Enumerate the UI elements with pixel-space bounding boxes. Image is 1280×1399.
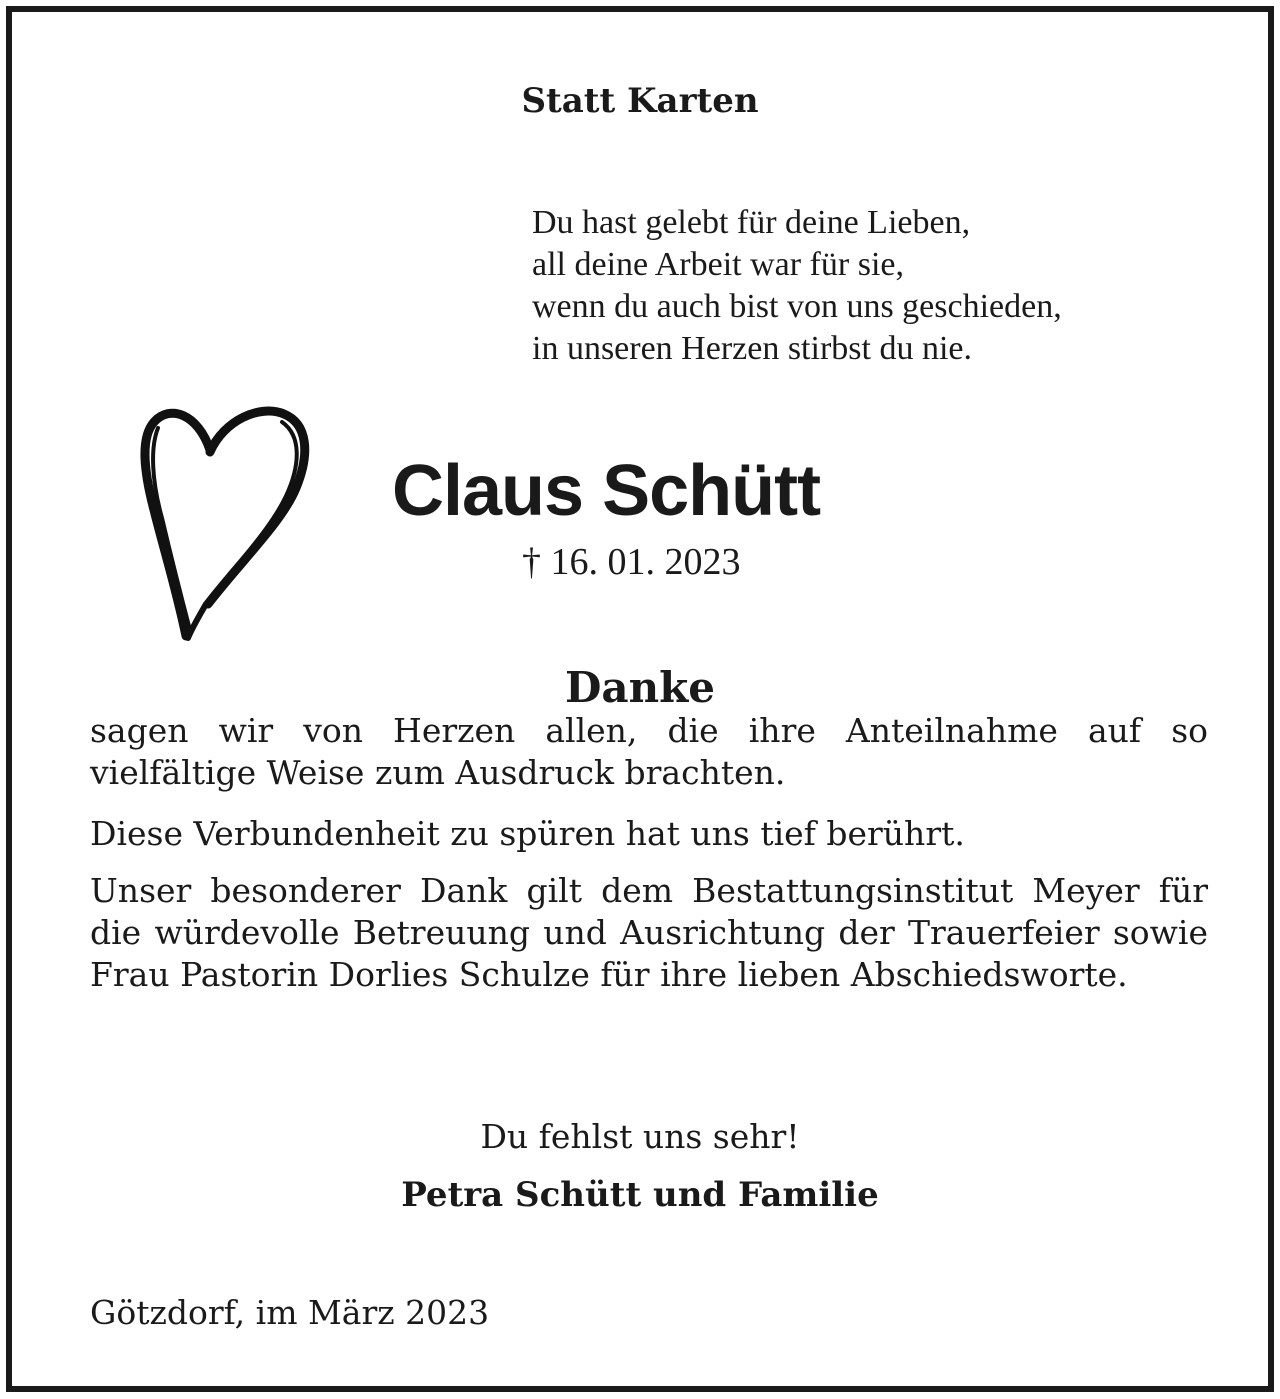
poem-line: wenn du auch bist von uns geschieden, [532, 288, 1062, 325]
hand-drawn-heart-icon [132, 392, 322, 647]
deceased-name: Claus Schütt [392, 451, 821, 531]
thanks-heading: Danke [565, 663, 715, 712]
header-statt-karten: Statt Karten [521, 81, 759, 121]
obituary-frame [6, 6, 1274, 1392]
poem-line: Du hast gelebt für deine Lieben, [532, 204, 971, 241]
thanks-paragraph: Unser besonderer Dank gilt dem Bestattungsinstitut Meyer für die würdevolle Betreuung und Ausrichtung der Trauerfeier sowie Frau Pastorin Dorlies Schulze für ihre lieben Abschiedsworte. [90, 871, 1208, 994]
poem [532, 202, 1062, 370]
poem-line: all deine Arbeit war für sie, [532, 246, 904, 283]
place-and-date: Götzdorf, im März 2023 [90, 1293, 490, 1332]
thanks-paragraph: Diese Verbundenheit zu spüren hat uns tief berührt. [90, 814, 965, 853]
death-date: † 16. 01. 2023 [522, 541, 741, 583]
thanks-paragraph: sagen wir von Herzen allen, die ihre Anteilnahme auf so vielfältige Weise zum Ausdruck brachten. [90, 711, 1208, 792]
poem-line: in unseren Herzen stirbst du nie. [532, 330, 972, 367]
signature: Petra Schütt und Familie [401, 1175, 879, 1215]
closing-line: Du fehlst uns sehr! [480, 1117, 800, 1156]
